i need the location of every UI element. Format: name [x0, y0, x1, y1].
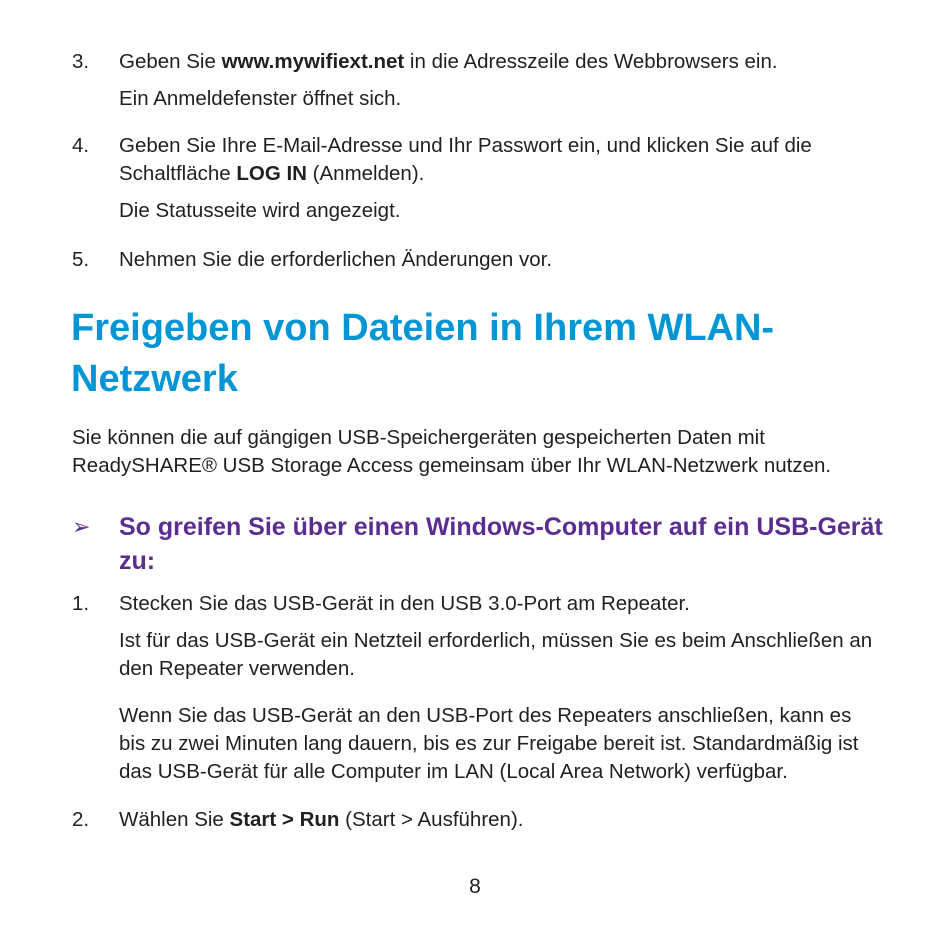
arrow-bullet-icon: ➢ — [72, 514, 91, 539]
step-3 — [72, 48, 882, 113]
step-result: Die Statusseite wird angezeigt. — [119, 199, 401, 222]
step-result: Ein Anmeldefenster öffnet sich. — [119, 87, 402, 110]
step-text-post: in die Adresszeile des Webbrowsers ein. — [404, 50, 778, 73]
step-text-pre: Geben Sie — [119, 50, 222, 73]
procedure-title: So greifen Sie über einen Windows-Computer auf ein USB-Gerät zu: — [119, 513, 883, 575]
step-text-pre: Geben Sie Ihre E-Mail-Adresse und Ihr Passwort ein, und klicken Sie auf die Schaltfläche — [119, 134, 812, 185]
step-note: Ist für das USB-Gerät ein Netzteil erforderlich, müssen Sie es beim Anschließen an den Repeater verwenden. — [119, 629, 873, 680]
step-text-post: (Start > Ausführen). — [339, 808, 524, 831]
step-note: Wenn Sie das USB-Gerät an den USB-Port des Repeaters anschließen, kann es bis zu zwei Minuten lang dauern, bis es zur Freigabe bereit ist. Standardmäßig ist das USB-Gerät für alle Computer im LAN (Local Area Network) verfügbar. — [119, 704, 859, 783]
menu-path: Start > Run — [229, 808, 340, 831]
procedure-heading — [72, 510, 892, 578]
step-number: 4. — [72, 134, 90, 157]
step-number: 5. — [72, 248, 90, 271]
step-2 — [72, 806, 882, 834]
step-number: 1. — [72, 592, 90, 615]
section-intro: Sie können die auf gängigen USB-Speichergeräten gespeicherten Daten mit ReadySHARE® USB Storage Access gemeinsam über Ihr WLAN-Netzwerk nutzen. — [72, 426, 832, 477]
step-text-pre: Wählen Sie — [119, 808, 230, 831]
step-4 — [72, 132, 882, 225]
step-text: Nehmen Sie die erforderlichen Änderungen vor. — [119, 248, 553, 271]
login-button-label: LOG IN — [236, 162, 307, 185]
step-number: 2. — [72, 808, 90, 831]
step-text-post: (Anmelden). — [306, 162, 425, 185]
section-heading: Freigeben von Dateien in Ihrem WLAN-Netzwerk — [71, 307, 775, 400]
step-text: Stecken Sie das USB-Gerät in den USB 3.0-Port am Repeater. — [119, 592, 690, 615]
step-text — [119, 48, 882, 76]
step-1 — [72, 590, 882, 786]
step-text — [119, 132, 882, 188]
url-text: www.mywifiext.net — [221, 50, 405, 73]
step-text — [119, 806, 882, 834]
step-number: 3. — [72, 50, 90, 73]
step-5 — [72, 246, 882, 274]
page-number: 8 — [469, 875, 481, 898]
